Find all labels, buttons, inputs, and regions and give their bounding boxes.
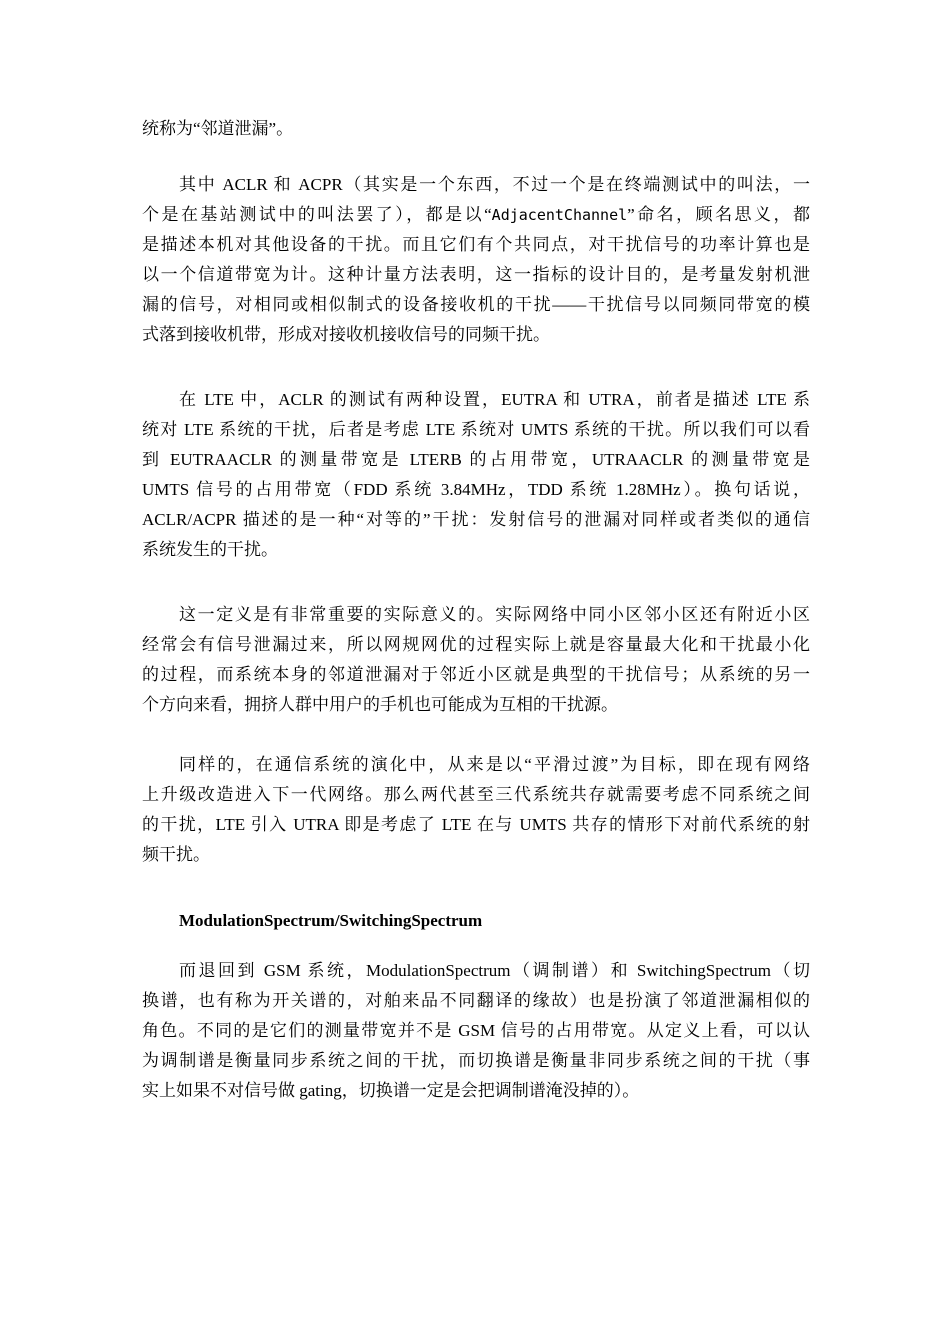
text-line: 频干扰。 bbox=[142, 845, 210, 864]
text-line: 到 EUTRAACLR 的测量带宽是 LTERB 的占用带宽，UTRAACLR 的测量带宽是 bbox=[142, 450, 810, 469]
text-line: 在 LTE 中，ACLR 的测试有两种设置，EUTRA 和 UTRA，前者是描述 LTE 系 bbox=[179, 390, 810, 409]
text-line: 同样的，在通信系统的演化中，从来是以“平滑过渡”为目标，即在现有网络 bbox=[179, 755, 810, 774]
text-line: 经常会有信号泄漏过来，所以网规网优的过程实际上就是容量最大化和干扰最小化 bbox=[142, 635, 810, 654]
text-line: 是描述本机对其他设备的干扰。而且它们有个共同点，对干扰信号的功率计算也是 bbox=[142, 235, 810, 254]
text-line bbox=[142, 200, 810, 230]
code-term: AdjacentChannel bbox=[491, 206, 628, 224]
text-line: ACLR/ACPR 描述的是一种“对等的”干扰：发射信号的泄漏对同样或者类似的通信 bbox=[142, 510, 810, 529]
paragraph-lte bbox=[142, 385, 810, 565]
paragraph-evolution bbox=[142, 750, 810, 870]
paragraph-gsm bbox=[142, 956, 810, 1106]
text-line: 以一个信道带宽为计。这种计量方法表明，这一指标的设计目的，是考量发射机泄 bbox=[142, 265, 810, 284]
text-line: 的过程，而系统本身的邻道泄漏对于邻近小区就是典型的干扰信号；从系统的另一 bbox=[142, 665, 810, 684]
text-segment: ”命名，顾名思义，都 bbox=[627, 205, 810, 224]
text-segment: 个是在基站测试中的叫法罢了），都是以“ bbox=[142, 205, 492, 224]
text-line: 角色。不同的是它们的测量带宽并不是 GSM 信号的占用带宽。从定义上看，可以认 bbox=[142, 1021, 810, 1040]
text-line: 统称为“邻道泄漏”。 bbox=[142, 119, 294, 138]
text-line: 系统发生的干扰。 bbox=[142, 540, 278, 559]
text-line: 而退回到 GSM 系统，ModulationSpectrum（调制谱）和 SwitchingSpectrum（切 bbox=[179, 961, 810, 980]
text-line: 个方向来看，拥挤人群中用户的手机也可能成为互相的干扰源。 bbox=[142, 695, 618, 714]
text-line: UMTS 信号的占用带宽（FDD 系统 3.84MHz，TDD 系统 1.28MHz）。换句话说， bbox=[142, 480, 810, 499]
text-line: 漏的信号，对相同或相似制式的设备接收机的干扰——干扰信号以同频同带宽的模 bbox=[142, 295, 810, 314]
section-heading: ModulationSpectrum/SwitchingSpectrum bbox=[179, 911, 483, 930]
paragraph-significance bbox=[142, 600, 810, 720]
paragraph-continuation bbox=[142, 114, 810, 144]
text-line: 的干扰，LTE 引入 UTRA 即是考虑了 LTE 在与 UMTS 共存的情形下对前代系统的射 bbox=[142, 815, 810, 834]
text-line: 这一定义是有非常重要的实际意义的。实际网络中同小区邻小区还有附近小区 bbox=[179, 605, 810, 624]
text-line: 统对 LTE 系统的干扰，后者是考虑 LTE 系统对 UMTS 系统的干扰。所以我们可以看 bbox=[142, 420, 810, 439]
text-line: 式落到接收机带，形成对接收机接收信号的同频干扰。 bbox=[142, 325, 550, 344]
text-line: 为调制谱是衡量同步系统之间的干扰，而切换谱是衡量非同步系统之间的干扰（事 bbox=[142, 1051, 810, 1070]
paragraph-aclr-acpr bbox=[142, 170, 810, 350]
text-line: 实上如果不对信号做 gating，切换谱一定是会把调制谱淹没掉的）。 bbox=[142, 1081, 640, 1100]
text-line: 其中 ACLR 和 ACPR（其实是一个东西，不过一个是在终端测试中的叫法，一 bbox=[179, 175, 810, 194]
text-line: 上升级改造进入下一代网络。那么两代甚至三代系统共存就需要考虑不同系统之间 bbox=[142, 785, 810, 804]
text-line: 换谱，也有称为开关谱的，对舶来品不同翻译的缘故）也是扮演了邻道泄漏相似的 bbox=[142, 991, 810, 1010]
